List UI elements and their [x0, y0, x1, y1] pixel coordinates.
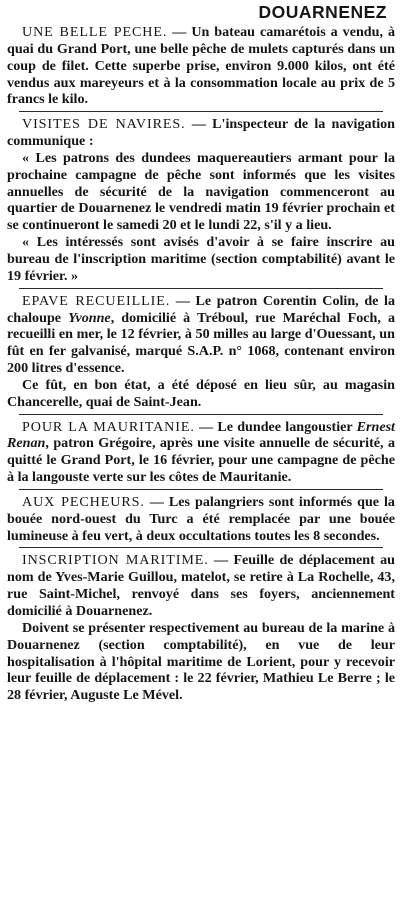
article-text: Les palangriers sont informés que la bouée nord-ouest du Turc a été remplacée par une bouée lumineuse à feu vert, à deux occultations toutes les 8 secondes. — [7, 493, 395, 544]
article-paragraph: « Les intéressés sont avisés d'avoir à se faire inscrire au bureau de l'inscription maritime (section comptabilité) avant le 19 février. » — [7, 234, 395, 284]
article-heading: VISITES DE NAVIRES. — [22, 116, 186, 133]
article-paragraph — [7, 24, 395, 108]
section-divider — [19, 288, 383, 290]
em-dash: — — [214, 552, 229, 569]
article-heading: AUX PECHEURS. — [22, 493, 145, 510]
boat-name: Yvonne — [68, 309, 111, 326]
em-dash: — — [191, 116, 206, 133]
article-text: Feuille de déplacement au nom de Yves-Marie Guillou, matelot, se retire à La Rochelle, 43, rue Saint-Michel, renvoyé dans ses foyers, anciennement domicilié à Douarnenez. — [7, 552, 395, 619]
section-divider — [19, 547, 383, 549]
article-heading: INSCRIPTION MARITIME. — [22, 552, 209, 569]
article-text: L'inspecteur de la navigation communique : — [7, 116, 395, 150]
dateline-title: DOUARNENEZ — [258, 2, 387, 22]
article-paragraph: « Les patrons des dundees maquereautiers armant pour la prochaine campagne de pêche sont informés que les visites annuelles de sécurité de la navigation commenceront au quartier de Douarnenez le vendredi matin 19 février prochain et se continueront le samedi 20 et le lundi 22, s'il y a lieu. — [7, 149, 395, 234]
article-inscription-maritime — [7, 552, 395, 704]
section-divider — [19, 489, 383, 491]
article-pour-la-mauritanie — [7, 419, 395, 486]
article-text: Le patron Corentin Colin, de la chaloupe — [7, 292, 395, 326]
article-paragraph — [7, 419, 395, 486]
boat-name: Ernest Renan — [7, 418, 395, 452]
article-epave-recueillie — [7, 293, 395, 411]
article-une-belle-peche — [7, 24, 395, 108]
section-divider — [19, 111, 383, 113]
article-paragraph: Doivent se présenter respectivement au bureau de la marine à Douarnenez (section comptabilité), en vue de leur hospitalisation à l'hôpital maritime de Lorient, pour y recevoir leur feuille de déplacement : le 22 février, Mathieu Le Berre ; le 28 février, Auguste Le Mével. — [7, 619, 395, 704]
article-heading: EPAVE RECUEILLIE. — [22, 292, 171, 309]
section-divider — [19, 414, 383, 416]
article-paragraph — [7, 293, 395, 377]
article-paragraph — [7, 552, 395, 619]
article-text: , patron Grégoire, après une visite annuelle de sécurité, a quitté le Grand Port, le 16 février, pour une campagne de pêche à la langouste verte sur les côtes de Mauritanie. — [7, 435, 395, 486]
article-heading: UNE BELLE PECHE. — [22, 24, 168, 40]
em-dash: — — [172, 24, 187, 40]
article-visites-de-navires — [7, 116, 395, 284]
article-text: Le dundee langoustier — [217, 418, 357, 435]
article-text: Un bateau camarétois a vendu, à quai du Grand Port, une belle pêche de mulets capturés dans un coup de filet. Cette superbe prise, environ 9.000 kilos, ont été vendus aux mareyeurs et à la consommation locale au prix de 5 francs le kilo. — [7, 24, 396, 108]
article-paragraph — [7, 116, 395, 150]
article-paragraph: Ce fût, en bon état, a été déposé en lieu sûr, au magasin Chancerelle, quai de Saint-Jean. — [7, 376, 395, 410]
article-text: , domicilié à Tréboul, rue Maréchal Foch, a recueilli en mer, le 12 février, à 50 milles au large d'Ouessant, un fût en fer galvanisé, marqué S.A.P. n° 1068, contenant environ 200 litres d'essence. — [7, 309, 395, 377]
em-dash: — — [199, 418, 214, 435]
article-heading: POUR LA MAURITANIE. — [22, 418, 195, 435]
em-dash: — — [149, 493, 164, 510]
article-paragraph — [7, 494, 395, 545]
em-dash: — — [175, 292, 190, 309]
article-aux-pecheurs — [7, 494, 395, 545]
